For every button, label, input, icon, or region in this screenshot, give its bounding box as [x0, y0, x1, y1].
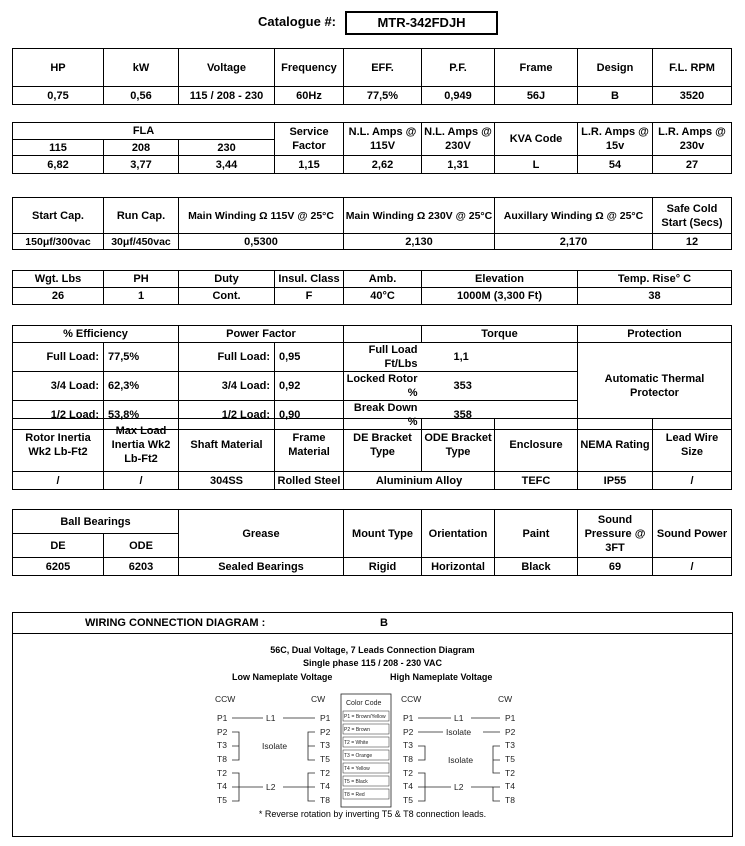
header-max-load-inertia: Max Load Inertia Wk2 Lb-Ft2 — [104, 419, 179, 472]
catalogue-number: MTR-342FDJH — [345, 11, 498, 35]
high-ccw-leads — [403, 713, 414, 805]
value-protection: Automatic Thermal Protector — [578, 343, 732, 430]
value-enclosure: TEFC — [495, 472, 578, 490]
ccw-high-label: CCW — [401, 694, 422, 704]
value-nl-amps-115: 2,62 — [344, 156, 422, 174]
header-torque: Torque — [422, 326, 578, 343]
svg-text:P2: P2 — [403, 727, 414, 737]
torque-label: Full Load Ft/Lbs — [344, 343, 422, 372]
header-blank — [344, 326, 422, 343]
svg-text:T3 = Orange: T3 = Orange — [344, 753, 373, 759]
header-efficiency: % Efficiency — [13, 326, 179, 343]
table-bearings — [12, 509, 732, 576]
svg-text:P1: P1 — [403, 713, 414, 723]
header-protection: Protection — [578, 326, 732, 343]
header-fla-115: 115 — [13, 140, 104, 156]
svg-text:T2: T2 — [403, 768, 413, 778]
value-de-bearing: 6205 — [13, 558, 104, 576]
header-nl-amps-115: N.L. Amps @ 115V — [344, 123, 422, 156]
header-de: DE — [13, 534, 104, 558]
svg-text:T4: T4 — [403, 781, 413, 791]
value-start-cap: 150μf/300vac — [13, 234, 104, 250]
header-run-cap: Run Cap. — [104, 198, 179, 234]
torque-value: 358 — [422, 401, 578, 430]
header-phase: PH — [104, 271, 179, 288]
value-shaft-material: 304SS — [179, 472, 275, 490]
svg-text:T8: T8 — [403, 754, 413, 764]
svg-text:T5: T5 — [403, 795, 413, 805]
value-fla-230: 3,44 — [179, 156, 275, 174]
connection-diagram — [13, 613, 732, 813]
value-ambient: 40°C — [344, 288, 422, 305]
header-duty: Duty — [179, 271, 275, 288]
header-orientation: Orientation — [422, 510, 495, 558]
high-isolate-label-1: Isolate — [446, 727, 472, 737]
value-mount-type: Rigid — [344, 558, 422, 576]
low-ccw-leads — [217, 713, 228, 805]
wiring-label: WIRING CONNECTION DIAGRAM : — [85, 617, 266, 629]
svg-text:P1 = Brown/Yellow: P1 = Brown/Yellow — [344, 714, 386, 720]
svg-text:P2: P2 — [217, 727, 228, 737]
svg-text:P2: P2 — [320, 727, 331, 737]
header-insul-class: Insul. Class — [275, 271, 344, 288]
header-weight: Wgt. Lbs — [13, 271, 104, 288]
torque-label: Break Down % — [344, 401, 422, 430]
value-kw: 0,56 — [104, 87, 179, 105]
header-temp-rise: Temp. Rise° C — [578, 271, 732, 288]
svg-text:T8 = Red: T8 = Red — [344, 792, 365, 798]
value-main-winding-115: 0,5300 — [179, 234, 344, 250]
svg-text:T3: T3 — [403, 740, 413, 750]
svg-text:P1: P1 — [320, 713, 331, 723]
value-hp: 0,75 — [13, 87, 104, 105]
pf-value: 0,90 — [275, 401, 344, 430]
header-nema-rating: NEMA Rating — [578, 419, 653, 472]
header-main-winding-230: Main Winding Ω 230V @ 25°C — [344, 198, 495, 234]
value-safe-cold-start: 12 — [653, 234, 732, 250]
header-fla-208: 208 — [104, 140, 179, 156]
svg-text:T4 = Yellow: T4 = Yellow — [344, 766, 370, 772]
svg-text:T8: T8 — [505, 795, 515, 805]
table-electrical — [12, 48, 732, 105]
high-l2-label: L2 — [454, 782, 464, 792]
header-frame: Frame — [495, 49, 578, 87]
pf-label: 1/2 Load: — [179, 401, 275, 430]
value-fla-208: 3,77 — [104, 156, 179, 174]
value-max-load-inertia: / — [104, 472, 179, 490]
header-power-factor: Power Factor — [179, 326, 344, 343]
eff-value: 77,5% — [104, 343, 179, 372]
value-frame: 56J — [495, 87, 578, 105]
header-kw: kW — [104, 49, 179, 87]
low-cw-leads — [320, 713, 331, 805]
header-fla: FLA — [13, 123, 275, 140]
color-code-title: Color Code — [346, 700, 382, 707]
value-frequency: 60Hz — [275, 87, 344, 105]
svg-text:T2: T2 — [217, 768, 227, 778]
header-mount-type: Mount Type — [344, 510, 422, 558]
value-sound-power: / — [653, 558, 732, 576]
diagram-title: 56C, Dual Voltage, 7 Leads Connection Diagram — [270, 645, 475, 655]
svg-text:P1: P1 — [505, 713, 516, 723]
eff-value: 62,3% — [104, 372, 179, 401]
header-sound-pressure: Sound Pressure @ 3FT — [578, 510, 653, 558]
header-enclosure: Enclosure — [495, 419, 578, 472]
torque-label: Locked Rotor % — [344, 372, 422, 401]
header-main-winding-115: Main Winding Ω 115V @ 25°C — [179, 198, 344, 234]
header-eff: EFF. — [344, 49, 422, 87]
header-sound-power: Sound Power — [653, 510, 732, 558]
high-voltage-label: High Nameplate Voltage — [390, 672, 493, 682]
value-bracket: Aluminium Alloy — [344, 472, 495, 490]
value-ode-bearing: 6203 — [104, 558, 179, 576]
wiring-value: B — [380, 617, 388, 629]
header-lr-amps-15: L.R. Amps @ 15v — [578, 123, 653, 156]
cw-low-label: CW — [311, 694, 326, 704]
value-nema-rating: IP55 — [578, 472, 653, 490]
header-aux-winding: Auxillary Winding Ω @ 25°C — [495, 198, 653, 234]
svg-text:T3: T3 — [505, 740, 515, 750]
header-voltage: Voltage — [179, 49, 275, 87]
value-phase: 1 — [104, 288, 179, 305]
svg-text:T5: T5 — [217, 795, 227, 805]
low-voltage-label: Low Nameplate Voltage — [232, 672, 333, 682]
value-rotor-inertia: / — [13, 472, 104, 490]
reverse-rotation-note: * Reverse rotation by inverting T5 & T8 connection leads. — [258, 809, 487, 819]
svg-text:T5: T5 — [320, 754, 330, 764]
value-frame-material: Rolled Steel — [275, 472, 344, 490]
header-hp: HP — [13, 49, 104, 87]
value-fla-115: 6,82 — [13, 156, 104, 174]
svg-text:T4: T4 — [217, 781, 227, 791]
header-ball-bearings: Ball Bearings — [13, 510, 179, 534]
svg-text:T4: T4 — [505, 781, 515, 791]
low-l2-label: L2 — [266, 782, 276, 792]
header-safe-cold-start: Safe Cold Start (Secs) — [653, 198, 732, 234]
value-kva-code: L — [495, 156, 578, 174]
value-service-factor: 1,15 — [275, 156, 344, 174]
header-lr-amps-230: L.R. Amps @ 230v — [653, 123, 732, 156]
torque-value: 1,1 — [422, 343, 578, 372]
value-sound-pressure: 69 — [578, 558, 653, 576]
header-frequency: Frequency — [275, 49, 344, 87]
wiring-section — [12, 612, 733, 837]
pf-value: 0,95 — [275, 343, 344, 372]
value-insul-class: F — [275, 288, 344, 305]
high-isolate-label-2: Isolate — [448, 755, 474, 765]
pf-label: 3/4 Load: — [179, 372, 275, 401]
header-pf: P.F. — [422, 49, 495, 87]
table-performance — [12, 325, 732, 430]
eff-value: 53,8% — [104, 401, 179, 430]
svg-text:T8: T8 — [217, 754, 227, 764]
svg-text:T2: T2 — [505, 768, 515, 778]
header-kva-code: KVA Code — [495, 123, 578, 156]
svg-text:T4: T4 — [320, 781, 330, 791]
pf-value: 0,92 — [275, 372, 344, 401]
header-rpm: F.L. RPM — [653, 49, 732, 87]
torque-value: 353 — [422, 372, 578, 401]
header-service-factor: Service Factor — [275, 123, 344, 156]
eff-label: 3/4 Load: — [13, 372, 104, 401]
header-de-bracket: DE Bracket Type — [344, 419, 422, 472]
table-mechanical — [12, 418, 732, 490]
catalogue-label: Catalogue #: — [258, 14, 337, 29]
value-main-winding-230: 2,130 — [344, 234, 495, 250]
value-orientation: Horizontal — [422, 558, 495, 576]
table-general — [12, 270, 732, 305]
header-lead-wire: Lead Wire Size — [653, 419, 732, 472]
ccw-low-label: CCW — [215, 694, 236, 704]
header-frame-material: Frame Material — [275, 419, 344, 472]
header-fla-230: 230 — [179, 140, 275, 156]
value-grease: Sealed Bearings — [179, 558, 344, 576]
svg-text:P2 = Brown: P2 = Brown — [344, 727, 370, 733]
header-ode-bracket: ODE Bracket Type — [422, 419, 495, 472]
header-design: Design — [578, 49, 653, 87]
svg-text:T3: T3 — [320, 740, 330, 750]
value-rpm: 3520 — [653, 87, 732, 105]
value-voltage: 115 / 208 - 230 — [179, 87, 275, 105]
high-cw-leads — [505, 713, 516, 805]
high-l1-label: L1 — [454, 713, 464, 723]
svg-text:P2: P2 — [505, 727, 516, 737]
svg-text:T5 = Black: T5 = Black — [344, 779, 368, 785]
table-windings — [12, 197, 732, 250]
header-elevation: Elevation — [422, 271, 578, 288]
value-elevation: 1000M (3,300 Ft) — [422, 288, 578, 305]
value-aux-winding: 2,170 — [495, 234, 653, 250]
svg-text:T2: T2 — [320, 768, 330, 778]
low-isolate-label: Isolate — [262, 741, 288, 751]
cw-high-label: CW — [498, 694, 513, 704]
header-shaft-material: Shaft Material — [179, 419, 275, 472]
value-nl-amps-230: 1,31 — [422, 156, 495, 174]
header-rotor-inertia: Rotor Inertia Wk2 Lb-Ft2 — [13, 419, 104, 472]
header-ambient: Amb. — [344, 271, 422, 288]
value-duty: Cont. — [179, 288, 275, 305]
header-start-cap: Start Cap. — [13, 198, 104, 234]
table-amps — [12, 122, 732, 174]
svg-text:T2 = White: T2 = White — [344, 740, 369, 746]
value-run-cap: 30μf/450vac — [104, 234, 179, 250]
eff-label: Full Load: — [13, 343, 104, 372]
value-design: B — [578, 87, 653, 105]
diagram-subtitle: Single phase 115 / 208 - 230 VAC — [303, 658, 442, 668]
value-lr-amps-15: 54 — [578, 156, 653, 174]
value-pf: 0,949 — [422, 87, 495, 105]
svg-text:P1: P1 — [217, 713, 228, 723]
header-paint: Paint — [495, 510, 578, 558]
svg-text:T3: T3 — [217, 740, 227, 750]
value-paint: Black — [495, 558, 578, 576]
value-weight: 26 — [13, 288, 104, 305]
header-grease: Grease — [179, 510, 344, 558]
eff-label: 1/2 Load: — [13, 401, 104, 430]
low-l1-label: L1 — [266, 713, 276, 723]
value-temp-rise: 38 — [578, 288, 732, 305]
pf-label: Full Load: — [179, 343, 275, 372]
svg-text:T5: T5 — [505, 754, 515, 764]
value-lr-amps-230: 27 — [653, 156, 732, 174]
header-nl-amps-230: N.L. Amps @ 230V — [422, 123, 495, 156]
header-ode: ODE — [104, 534, 179, 558]
value-lead-wire: / — [653, 472, 732, 490]
value-eff: 77,5% — [344, 87, 422, 105]
svg-text:T8: T8 — [320, 795, 330, 805]
